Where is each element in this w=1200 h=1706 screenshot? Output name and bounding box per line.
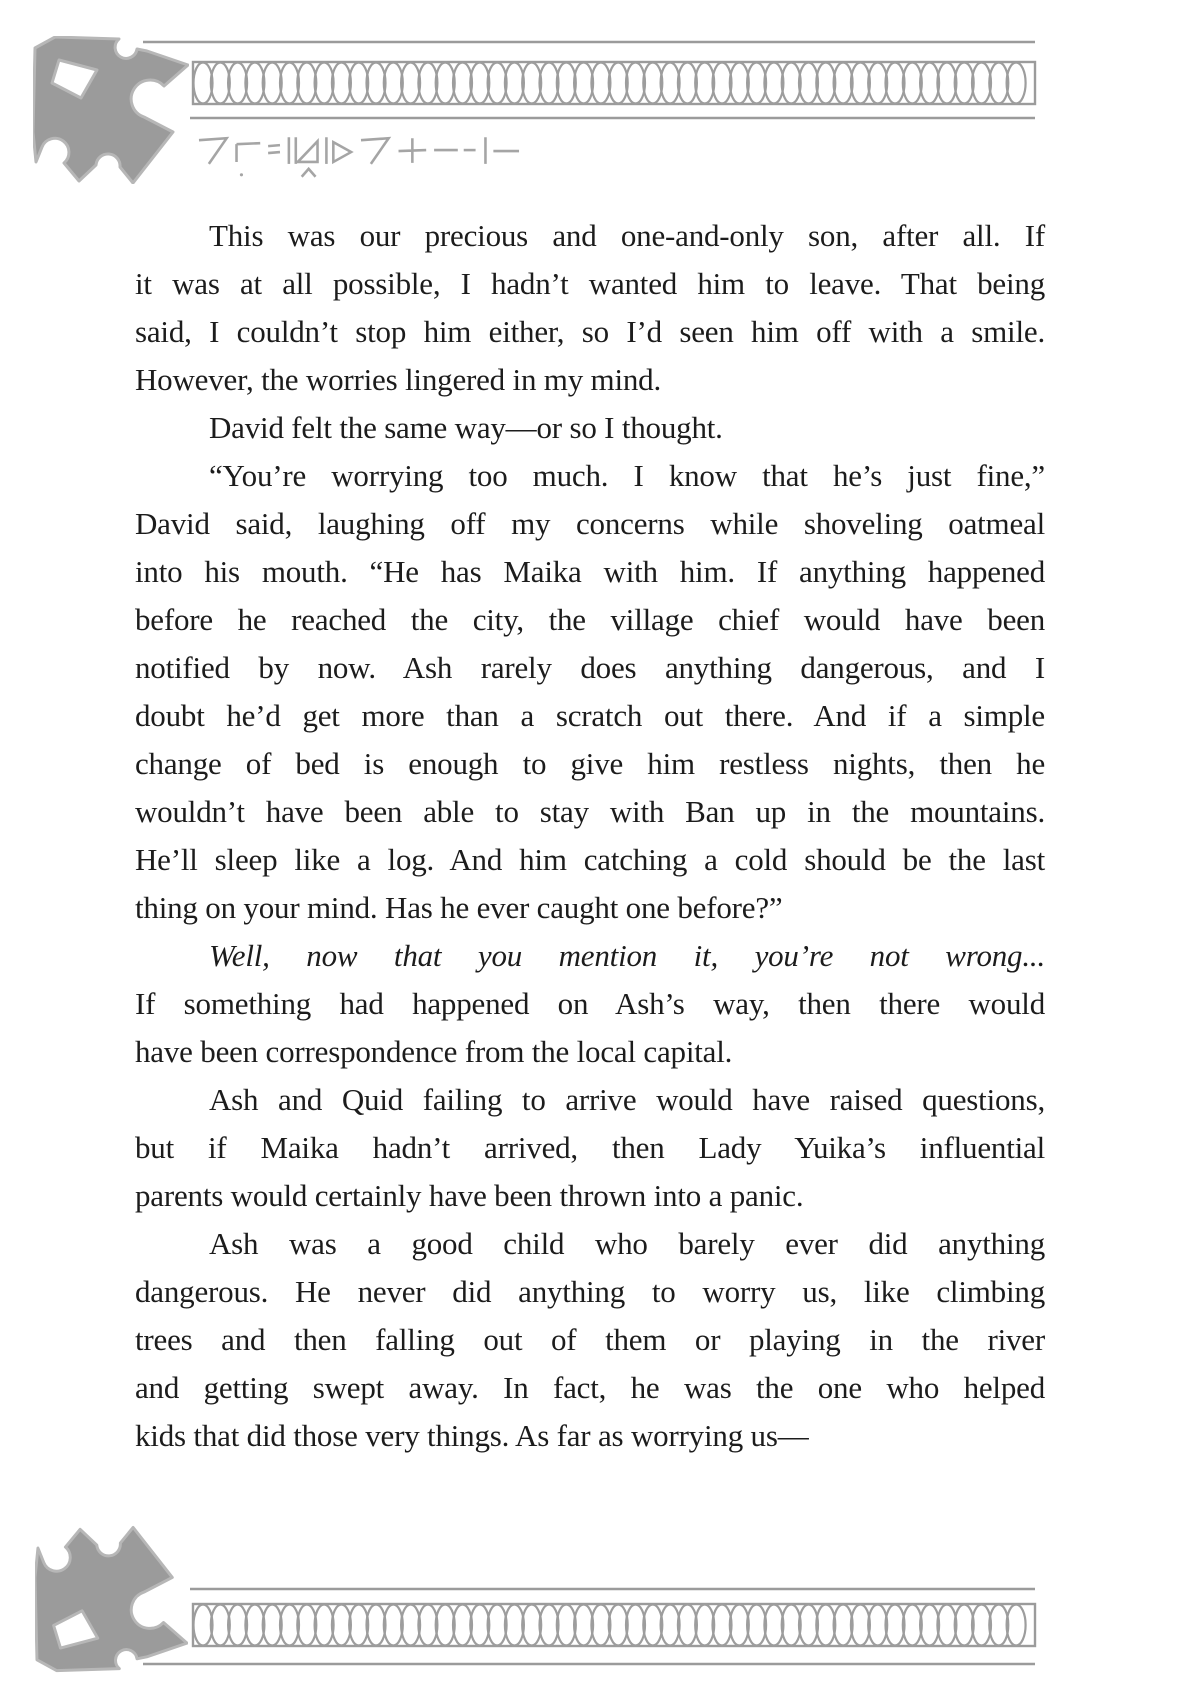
text-line: However, the worries lingered in my mind. <box>135 362 662 397</box>
text-line: He’ll sleep like a log. And him catching a cold should be the last <box>135 842 1045 877</box>
text-line: but if Maika hadn’t arrived, then Lady Yuika’s influential <box>135 1130 1045 1165</box>
text-line: before he reached the city, the village chief would have been <box>135 602 1045 637</box>
text-line: Ash and Quid failing to arrive would have raised questions, <box>209 1082 1045 1117</box>
text-line: David felt the same way—or so I thought. <box>209 410 723 445</box>
text-line: David said, laughing off my concerns while shoveling oatmeal <box>135 506 1045 541</box>
text-line: doubt he’d get more than a scratch out there. And if a simple <box>135 698 1045 733</box>
text-line: If something had happened on Ash’s way, then there would <box>135 986 1045 1021</box>
text-line: notified by now. Ash rarely does anything dangerous, and I <box>135 650 1045 685</box>
rune-script-icon <box>197 134 523 180</box>
text-line: parents would certainly have been thrown into a panic. <box>135 1178 804 1213</box>
paragraph <box>135 932 1045 1076</box>
text-line: Ash was a good child who barely ever did anything <box>209 1226 1045 1261</box>
paragraph <box>135 1076 1045 1220</box>
paragraph <box>135 212 1045 404</box>
text-line: said, I couldn’t stop him either, so I’d seen him off with a smile. <box>135 314 1045 349</box>
text-line: into his mouth. “He has Maika with him. If anything happened <box>135 554 1045 589</box>
text-line: kids that did those very things. As far as worrying us— <box>135 1418 809 1453</box>
text-line: it was at all possible, I hadn’t wanted him to leave. That being <box>135 266 1045 301</box>
text-line: and getting swept away. In fact, he was the one who helped <box>135 1370 1045 1405</box>
text-line: Well, now that you mention it, you’re not wrong... <box>209 938 1045 973</box>
text-line: change of bed is enough to give him restless nights, then he <box>135 746 1045 781</box>
text-line: dangerous. He never did anything to worry us, like climbing <box>135 1274 1045 1309</box>
oval-chain-border-bottom <box>140 1585 1040 1669</box>
text-line: have been correspondence from the local capital. <box>135 1034 733 1069</box>
paragraph <box>135 452 1045 932</box>
body-text <box>135 212 1045 1460</box>
text-line: wouldn’t have been able to stay with Ban up in the mountains. <box>135 794 1045 829</box>
text-line: This was our precious and one-and-only son, after all. If <box>209 218 1045 253</box>
text-line: trees and then falling out of them or playing in the river <box>135 1322 1045 1357</box>
text-line: “You’re worrying too much. I know that he’s just fine,” <box>209 458 1045 493</box>
paragraph <box>135 1220 1045 1460</box>
oval-chain-border-top <box>140 38 1040 122</box>
corner-emblem-icon <box>35 1525 188 1673</box>
text-line: thing on your mind. Has he ever caught one before?” <box>135 890 783 925</box>
paragraph <box>135 404 1045 452</box>
